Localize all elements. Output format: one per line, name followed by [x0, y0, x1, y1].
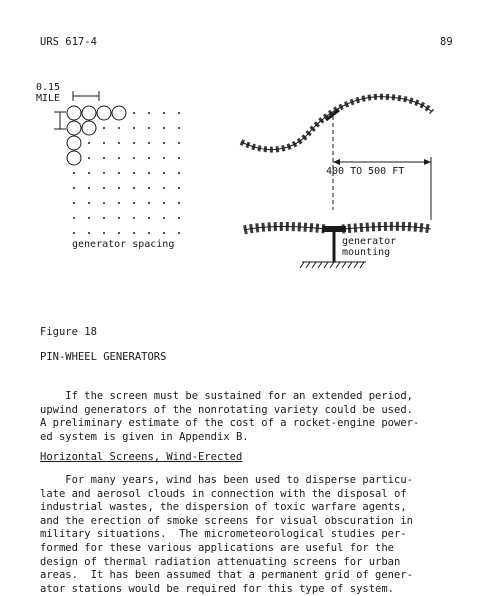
grid-dot — [163, 217, 165, 219]
paragraph-2 — [40, 474, 464, 596]
mount-label-1: generator — [342, 236, 397, 247]
grid-dot — [133, 187, 135, 189]
grid-dot — [148, 217, 150, 219]
grid-dot — [178, 202, 180, 204]
text-line: military situations. The micrometeorological studies per- — [40, 528, 407, 541]
section-heading: Horizontal Screens, Wind-Erected — [40, 451, 243, 463]
smoke-plume-curve — [241, 97, 432, 150]
grid-dot — [148, 202, 150, 204]
grid-dot — [148, 232, 150, 234]
grid-dot — [133, 202, 135, 204]
hatch-line — [354, 262, 358, 268]
generator-circle — [67, 136, 81, 150]
generator-circle — [82, 121, 96, 135]
ground-hatching — [300, 262, 364, 268]
generator-circle — [82, 106, 96, 120]
grid-dot — [103, 127, 105, 129]
text-line: ator stations would be required for this type of system. — [40, 582, 395, 595]
hatch-line — [342, 262, 346, 268]
grid-dot — [88, 202, 90, 204]
text-line: industrial wastes, the dispersion of toxic warfare agents, — [40, 501, 407, 514]
grid-dot — [73, 202, 75, 204]
grid-dot — [133, 127, 135, 129]
grid-dot — [133, 142, 135, 144]
generator-head — [322, 226, 346, 232]
report-id: URS 617-4 — [40, 36, 97, 48]
grid-dot — [118, 172, 120, 174]
grid-dot — [163, 172, 165, 174]
generator-spacing-caption: generator spacing — [72, 239, 175, 250]
grid-dot — [163, 202, 165, 204]
figure-18-illustration — [36, 82, 456, 282]
paragraph-1 — [40, 390, 464, 444]
grid-dot — [163, 232, 165, 234]
generator-dot-grid — [73, 112, 180, 234]
grid-dot — [163, 127, 165, 129]
grid-dot — [178, 187, 180, 189]
grid-dot — [73, 217, 75, 219]
grid-dot — [178, 232, 180, 234]
text-line: areas. It has been assumed that a permanent grid of gener- — [40, 569, 413, 582]
hatch-line — [306, 262, 310, 268]
mount-label-2: mounting — [342, 247, 391, 258]
hatch-line — [318, 262, 322, 268]
grid-dot — [118, 142, 120, 144]
grid-dot — [163, 157, 165, 159]
hatch-line — [330, 262, 334, 268]
grid-dot — [118, 232, 120, 234]
grid-dot — [88, 142, 90, 144]
grid-dot — [178, 127, 180, 129]
grid-dot — [103, 232, 105, 234]
text-line: For many years, wind has been used to disperse particu- — [40, 474, 413, 486]
grid-dot — [148, 127, 150, 129]
grid-dot — [103, 217, 105, 219]
hatch-line — [348, 262, 352, 268]
grid-dot — [178, 142, 180, 144]
grid-dot — [73, 187, 75, 189]
hatch-line — [300, 262, 304, 268]
distance-label: 400 TO 500 FT — [326, 166, 405, 177]
generator-circle — [97, 106, 111, 120]
hatch-line — [324, 262, 328, 268]
hatch-line — [312, 262, 316, 268]
grid-dot — [148, 172, 150, 174]
grid-dot — [88, 187, 90, 189]
generator-spacing-diagram — [36, 82, 180, 250]
generator-circles — [67, 106, 126, 165]
text-line: upwind generators of the nonrotating variety could be used. — [40, 403, 413, 416]
grid-dot — [118, 187, 120, 189]
page-number: 89 — [440, 36, 453, 48]
scale-unit: MILE — [36, 93, 61, 104]
hatch-line — [360, 262, 364, 268]
grid-dot — [163, 112, 165, 114]
grid-dot — [103, 172, 105, 174]
grid-dot — [88, 217, 90, 219]
figure-label: Figure 18 — [40, 326, 97, 338]
grid-dot — [178, 172, 180, 174]
grid-dot — [103, 187, 105, 189]
grid-dot — [118, 157, 120, 159]
grid-dot — [163, 142, 165, 144]
generator-circle — [67, 121, 81, 135]
text-line: formed for these various applications are useful for the — [40, 541, 395, 554]
grid-dot — [88, 157, 90, 159]
grid-dot — [133, 217, 135, 219]
grid-dot — [178, 217, 180, 219]
generator-circle — [67, 106, 81, 120]
grid-dot — [148, 187, 150, 189]
text-line: A preliminary estimate of the cost of a rocket-engine power- — [40, 417, 420, 430]
grid-dot — [103, 202, 105, 204]
grid-dot — [148, 112, 150, 114]
text-line: If the screen must be sustained for an extended period, — [40, 390, 413, 402]
grid-dot — [133, 157, 135, 159]
grid-dot — [88, 232, 90, 234]
grid-dot — [118, 217, 120, 219]
text-line: and the erection of smoke screens for visual obscuration in — [40, 514, 413, 527]
grid-dot — [178, 112, 180, 114]
grid-dot — [73, 172, 75, 174]
grid-dot — [178, 157, 180, 159]
text-line: late and aerosol clouds in connection with the disposal of — [40, 487, 407, 500]
figure-title: PIN-WHEEL GENERATORS — [40, 351, 167, 363]
grid-dot — [133, 172, 135, 174]
pinwheel-generator-diagram — [241, 97, 432, 268]
grid-dot — [118, 127, 120, 129]
text-line: ed system is given in Appendix B. — [40, 430, 249, 443]
grid-dot — [103, 157, 105, 159]
grid-dot — [118, 202, 120, 204]
scale-value: 0.15 — [36, 82, 61, 93]
grid-dot — [133, 232, 135, 234]
grid-dot — [88, 172, 90, 174]
generator-circle — [112, 106, 126, 120]
grid-dot — [148, 157, 150, 159]
grid-dot — [103, 142, 105, 144]
generator-circle — [67, 151, 81, 165]
grid-dot — [133, 112, 135, 114]
grid-dot — [73, 232, 75, 234]
text-line: design of thermal radiation attenuating screens for urban — [40, 555, 401, 568]
hatch-line — [336, 262, 340, 268]
grid-dot — [163, 187, 165, 189]
grid-dot — [148, 142, 150, 144]
